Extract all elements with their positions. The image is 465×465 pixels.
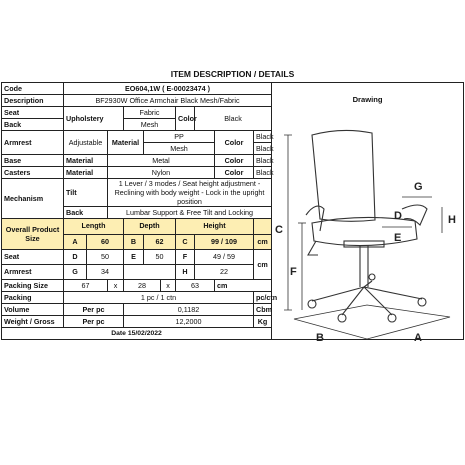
dim-label-h: H <box>448 214 456 226</box>
packing-label: Packing <box>2 292 64 304</box>
size-unit: cm <box>254 234 272 250</box>
dim-d-letter: D <box>64 250 87 265</box>
gas-lift <box>360 245 368 287</box>
seat-size-label: Seat <box>2 250 64 265</box>
armrest-label: Armrest <box>2 131 64 155</box>
dim-b-value: 62 <box>144 234 176 250</box>
dim-a-letter: A <box>64 234 87 250</box>
dim-h-letter: H <box>176 265 195 280</box>
mechanism-back-value: Lumbar Support & Free Tilt and Locking <box>108 207 272 219</box>
base-label: Base <box>2 155 64 167</box>
weight-value: 12,2000 <box>124 316 254 328</box>
tilt-label: Tilt <box>64 179 108 207</box>
length-header: Length <box>64 219 124 235</box>
description-label: Description <box>2 95 64 107</box>
document-title: ITEM DESCRIPTION / DETAILS <box>170 69 295 79</box>
packing-size-x2: x <box>161 280 176 292</box>
armrest-material-label: Material <box>108 131 144 155</box>
armrest-color-1: Black <box>254 131 272 143</box>
casters-color-value: Black <box>254 167 272 179</box>
chair-base <box>312 281 422 315</box>
drawing-title: Drawing <box>352 95 383 104</box>
mechanism-back-label: Back <box>64 207 108 219</box>
details-table <box>1 82 464 344</box>
base-color-label: Color <box>215 155 254 167</box>
volume-label: Volume <box>2 304 64 316</box>
armrest-color-2: Black <box>254 143 272 155</box>
armrest-color-label: Color <box>215 131 254 155</box>
mechanism-label: Mechanism <box>2 179 64 219</box>
weight-label: Weight / Gross <box>2 316 64 328</box>
armrest-material-pp: PP <box>144 131 215 143</box>
code-value: EO604,1W ( E-00023474 ) <box>64 83 272 95</box>
casters-label: Casters <box>2 167 64 179</box>
armrest-left <box>306 206 324 231</box>
upholstery-label: Upholstery <box>64 107 124 131</box>
size-unit-2: cm <box>254 250 272 280</box>
height-header: Height <box>176 219 254 235</box>
armrest-size-label: Armrest <box>2 265 64 280</box>
dim-label-a: A <box>414 332 422 344</box>
packing-size-x1: x <box>108 280 124 292</box>
packing-value: 1 pc / 1 ctn <box>64 292 254 304</box>
dim-label-d: D <box>394 210 402 222</box>
weight-per: Per pc <box>64 316 124 328</box>
tilt-value: 1 Lever / 3 modes / Seat height adjustment - Reclining with body weight - Lock in the upright position <box>108 179 272 207</box>
dim-a-value: 60 <box>87 234 124 250</box>
dim-e-value: 50 <box>144 250 176 265</box>
dim-label-f: F <box>290 266 297 278</box>
code-label: Code <box>2 83 64 95</box>
casters-material-label: Material <box>64 167 108 179</box>
dim-b-letter: B <box>124 234 144 250</box>
overall-size-label: Overall Product Size <box>2 219 64 250</box>
volume-value: 0,1182 <box>124 304 254 316</box>
dim-d-value: 50 <box>87 250 124 265</box>
armrest-adjust: Adjustable <box>64 131 108 155</box>
dim-label-c: C <box>275 224 283 236</box>
casters-color-label: Color <box>215 167 254 179</box>
packing-size-h: 63 <box>176 280 215 292</box>
packing-size-unit: cm <box>215 280 272 292</box>
base-material-value: Metal <box>108 155 215 167</box>
dim-f-value: 49 / 59 <box>195 250 254 265</box>
chair-drawing <box>272 105 462 345</box>
drawing-panel <box>272 83 464 344</box>
packing-size-w: 28 <box>124 280 161 292</box>
armrest-right <box>402 205 427 225</box>
dim-g-value: 34 <box>87 265 124 280</box>
document-date: Date 15/02/2022 <box>2 328 272 340</box>
depth-header: Depth <box>124 219 176 235</box>
dim-label-b: B <box>316 332 324 344</box>
seat-label: Seat <box>2 107 64 119</box>
base-material-label: Material <box>64 155 108 167</box>
armrest-material-mesh: Mesh <box>144 143 215 155</box>
seat-material-mesh: Mesh <box>124 119 176 131</box>
description-value: BF2930W Office Armchair Black Mesh/Fabric <box>64 95 272 107</box>
base-color-value: Black <box>254 155 272 167</box>
seat-color-value: Black <box>195 107 272 131</box>
back-label: Back <box>2 119 64 131</box>
casters-material-value: Nylon <box>108 167 215 179</box>
packing-size-l: 67 <box>64 280 108 292</box>
dim-h-value: 22 <box>195 265 254 280</box>
dim-c-value: 99 / 109 <box>195 234 254 250</box>
packing-size-label: Packing Size <box>2 280 64 292</box>
weight-unit: Kg <box>254 316 272 328</box>
volume-unit: Cbm <box>254 304 272 316</box>
seat-color-label: Color <box>176 107 195 131</box>
packing-unit: pc/ctn <box>254 292 272 304</box>
dim-g-letter: G <box>64 265 87 280</box>
dim-label-g: G <box>414 181 423 193</box>
dim-label-e: E <box>394 232 402 244</box>
dim-c-letter: C <box>176 234 195 250</box>
seat-material-fabric: Fabric <box>124 107 176 119</box>
dim-f-letter: F <box>176 250 195 265</box>
volume-per: Per pc <box>64 304 124 316</box>
dim-e-letter: E <box>124 250 144 265</box>
